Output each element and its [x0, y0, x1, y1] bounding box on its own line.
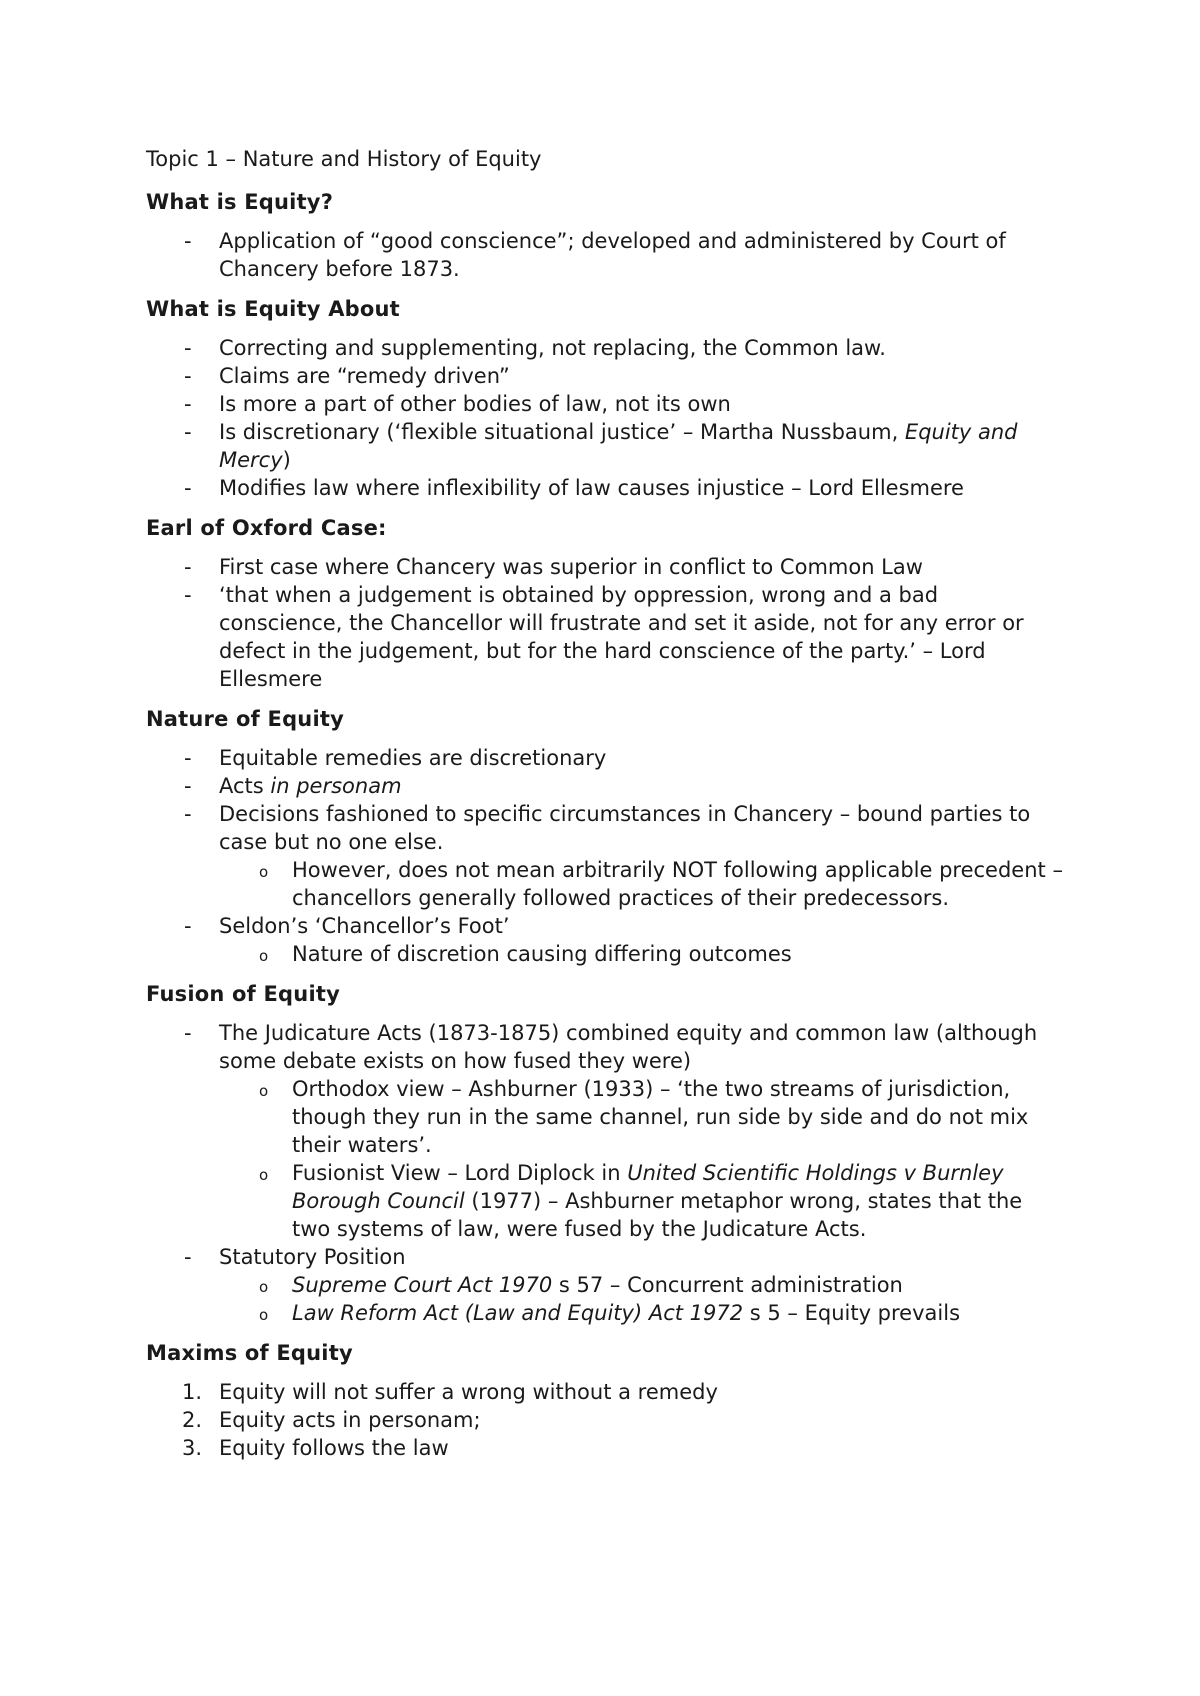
circle-bullet: o	[259, 947, 269, 965]
list-item: 1. Equity will not suffer a wrong without a remedy	[182, 1380, 718, 1404]
section-heading-what-is-equity-about: What is Equity About	[146, 297, 400, 321]
dash-bullet: -	[184, 802, 192, 826]
list-item: - Statutory Position	[184, 1245, 406, 1269]
dash-bullet: -	[184, 583, 192, 607]
statute-name-italic: Supreme Court Act 1970	[292, 1273, 553, 1297]
list-item: - Correcting and supplementing, not replacing, the Common law.	[184, 336, 886, 360]
list-item: - First case where Chancery was superior in conflict to Common Law	[184, 555, 923, 579]
dash-bullet: -	[184, 774, 192, 798]
circle-bullet: o	[259, 1166, 269, 1184]
list-item: - Seldon’s ‘Chancellor’s Foot’	[184, 914, 510, 938]
section-heading-nature-of-equity: Nature of Equity	[146, 707, 344, 731]
list-nature-of-equity	[146, 744, 1066, 968]
list-item: - Is more a part of other bodies of law, not its own	[184, 392, 731, 416]
list-what-is-equity-about	[146, 334, 1066, 502]
list-earl-of-oxford	[146, 553, 1066, 693]
case-name-italic: United Scientific Holdings v Burnley Borough Council	[292, 1161, 1004, 1213]
number-marker: 1.	[182, 1380, 203, 1404]
circle-bullet: o	[259, 863, 269, 881]
dash-bullet: -	[184, 476, 192, 500]
list-item: 3. Equity follows the law	[182, 1436, 449, 1460]
circle-bullet: o	[259, 1306, 269, 1324]
dash-bullet: -	[184, 746, 192, 770]
list-item: - Acts in personam	[184, 774, 402, 798]
list-item: 2. Equity acts in personam;	[182, 1408, 481, 1432]
dash-bullet: -	[184, 555, 192, 579]
section-heading-fusion-of-equity: Fusion of Equity	[146, 982, 340, 1006]
statute-name-italic: Law Reform Act (Law and Equity) Act 1972	[292, 1301, 744, 1325]
list-item: - Equitable remedies are discretionary	[184, 746, 607, 770]
dash-bullet: -	[184, 1245, 192, 1269]
section-heading-earl-of-oxford: Earl of Oxford Case:	[146, 516, 387, 540]
sub-list-item: o Supreme Court Act 1970 s 57 – Concurrent administration	[146, 1271, 1066, 1299]
dash-bullet: -	[184, 336, 192, 360]
section-heading-what-is-equity: What is Equity?	[146, 190, 334, 214]
sub-list-item: o Orthodox view – Ashburner (1933) – ‘the two streams of jurisdiction, though they run in the same channel, run side by side and do not mix their waters’.	[259, 1077, 1029, 1157]
dash-bullet: -	[184, 420, 192, 444]
circle-bullet: o	[259, 1278, 269, 1296]
sub-list-item: o Law Reform Act (Law and Equity) Act 1972 s 5 – Equity prevails	[146, 1299, 1066, 1327]
list-maxims-of-equity	[146, 1378, 1066, 1462]
dash-bullet: -	[184, 1021, 192, 1045]
section-heading-maxims-of-equity: Maxims of Equity	[146, 1341, 353, 1365]
dash-bullet: -	[184, 392, 192, 416]
number-marker: 2.	[182, 1408, 203, 1432]
book-title-italic: Equity and Mercy	[219, 420, 1018, 472]
page-title: Topic 1 – Nature and History of Equity	[146, 147, 542, 171]
list-item: - Modifies law where inflexibility of law causes injustice – Lord Ellesmere	[184, 476, 964, 500]
circle-bullet: o	[259, 1082, 269, 1100]
list-fusion-of-equity	[146, 1019, 1066, 1327]
list-what-is-equity	[146, 227, 1066, 283]
dash-bullet: -	[184, 364, 192, 388]
latin-term-italic: in personam	[270, 774, 402, 798]
list-item: - Decisions fashioned to specific circumstances in Chancery – bound parties to case but no one else.	[184, 802, 1031, 854]
list-item: - Application of “good conscience”; developed and administered by Court of Chancery before 1873.	[184, 229, 1006, 281]
sub-list-item: o However, does not mean arbitrarily NOT following applicable precedent – chancellors generally followed practices of their predecessors.	[259, 858, 1063, 910]
sub-list-item: o Fusionist View – Lord Diplock in United Scientific Holdings v Burnley Borough Council (1977) – Ashburner metaphor wrong, states that the two systems of law, were fused by the Judicature Acts.	[259, 1161, 1023, 1241]
list-item: - The Judicature Acts (1873-1875) combined equity and common law (although some debate exists on how fused they were)	[184, 1021, 1038, 1073]
list-item: - Claims are “remedy driven”	[184, 364, 510, 388]
sub-list-item: o Nature of discretion causing differing outcomes	[146, 940, 1066, 968]
list-item: - Is discretionary (‘flexible situational justice’ – Martha Nussbaum, Equity and Mercy)	[184, 420, 1018, 472]
dash-bullet: -	[184, 229, 192, 253]
document-body	[146, 142, 1066, 1462]
list-item: - ‘that when a judgement is obtained by oppression, wrong and a bad conscience, the Chancellor will frustrate and set it aside, not for any error or defect in the judgement, but for the hard conscience of the party.’ – Lord Ellesmere	[184, 583, 1024, 691]
number-marker: 3.	[182, 1436, 203, 1460]
dash-bullet: -	[184, 914, 192, 938]
